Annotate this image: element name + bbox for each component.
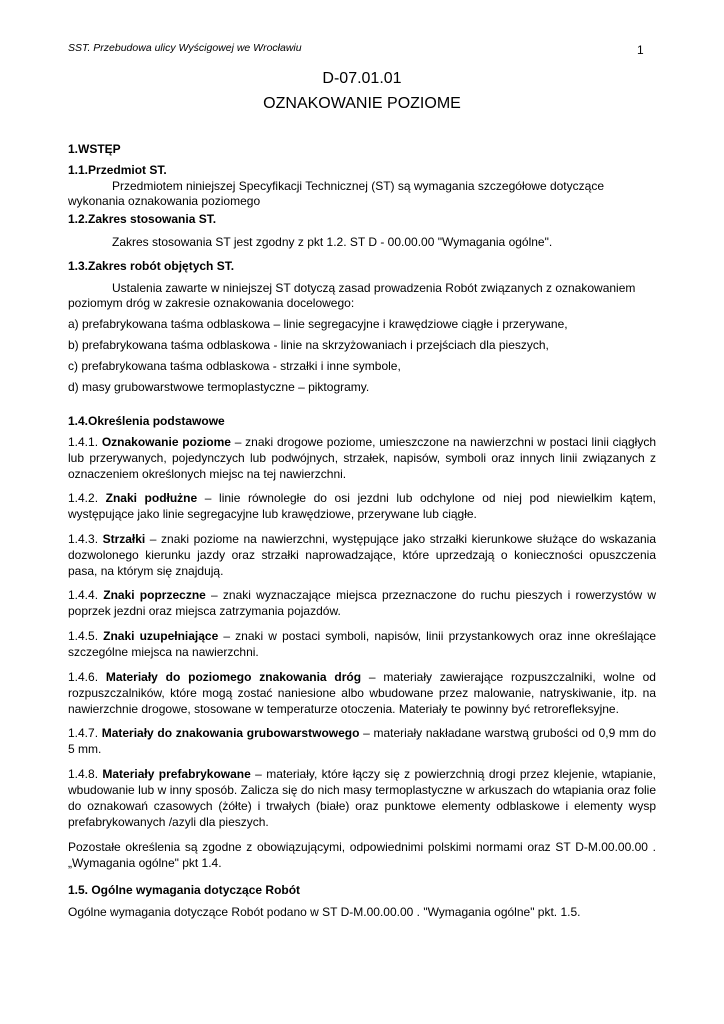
definition-number: 1.4.2.: [68, 491, 106, 505]
list-item: c) prefabrykowana taśma odblaskowa - strzałki i inne symbole,: [68, 359, 401, 373]
running-header: SST. Przebudowa ulicy Wyścigowej we Wrocławiu: [68, 42, 302, 54]
definition-1-4-8: [68, 766, 656, 830]
definition-term: Znaki uzupełniające: [103, 629, 219, 643]
list-item: b) prefabrykowana taśma odblaskowa - linie na skrzyżowaniach i przejściach dla pieszych,: [68, 338, 549, 352]
definition-text: – materiały nakładane warstwą grubości od 0,9 mm do 5 mm.: [68, 726, 657, 756]
definition-text: – materiały zawierające rozpuszczalniki, wolne od rozpuszczalników, które mogą zostać naniesione albo wbudowane przez malowanie, natryskiwanie, itp. na nawierzchnie drogowe, stosowane w temperaturze otoczenia. Materiały te powinny być retrorefleksyjne.: [68, 670, 656, 716]
section-heading-1-1: 1.1.Przedmiot ST.: [68, 163, 167, 177]
section-heading-1-3: 1.3.Zakres robót objętych ST.: [68, 259, 235, 273]
definition-number: 1.4.7.: [68, 726, 102, 740]
list-item: d) masy grubowarstwowe termoplastyczne – piktogramy.: [68, 380, 370, 394]
definition-term: Materiały do poziomego znakowania dróg: [105, 670, 362, 684]
section-heading-1: 1.WSTĘP: [68, 142, 121, 156]
definition-text: – znaki w postaci symboli, napisów, linii przystankowych oraz inne określające szczególne miejsca na nawierzchni.: [68, 629, 657, 659]
section-1-4-closing: Pozostałe określenia są zgodne z obowiązującymi, odpowiednimi polskimi normami oraz ST D-M.00.00.00 . „Wymagania ogólne" pkt 1.4.: [68, 840, 656, 870]
definition-number: 1.4.1.: [68, 435, 102, 449]
list-item: a) prefabrykowana taśma odblaskowa – linie segregacyjne i krawędziowe ciągłe i przerywane,: [68, 317, 568, 331]
definition-term: Znaki podłużne: [105, 491, 198, 505]
definition-text: – znaki wyznaczające miejsca przeznaczone do ruchu pieszych i rowerzystów w poprzek jezdni oraz miejsca zatrzymania pojazdów.: [68, 588, 657, 618]
definition-number: 1.4.6.: [68, 670, 106, 684]
definition-text: – materiały, które łączy się z powierzchnią drogi przez klejenie, wtapianie, wbudowanie lub w inny sposób. Zalicza się do nich masy termoplastyczne w arkuszach do wtapiania oraz folie do oznakowań czasowych (żółte) i trwałych (białe) oraz punktowe elementy odblaskowe i elementy wysp prefabrykowanych /azyli dla pieszych.: [68, 767, 656, 829]
spec-code: D-07.01.01: [322, 70, 402, 87]
definition-1-4-5: [68, 628, 656, 660]
definition-text: – znaki drogowe poziome, umieszczone na nawierzchni w postaci linii ciągłych lub przerywanych, pojedynczych lub podwójnych, strzałek, napisów, symboli oraz innych linii związanych z oznaczeniem określonych miejsc na tej nawierzchni.: [68, 435, 656, 481]
section-1-2-text: Zakres stosowania ST jest zgodny z pkt 1.2. ST D - 00.00.00 "Wymagania ogólne".: [112, 235, 553, 249]
definition-number: 1.4.3.: [68, 532, 103, 546]
definition-term: Strzałki: [102, 532, 146, 546]
section-1-1-line-1: Przedmiotem niniejszej Specyfikacji Technicznej (ST) są wymagania szczegółowe dotyczące: [112, 179, 604, 193]
definition-term: Znaki poprzeczne: [103, 588, 206, 602]
definition-1-4-2: [68, 490, 656, 522]
definition-1-4-4: [68, 587, 656, 619]
definition-1-4-1: [68, 434, 656, 482]
page-number: 1: [637, 43, 644, 57]
definition-term: Materiały prefabrykowane: [102, 767, 251, 781]
spec-title: OZNAKOWANIE POZIOME: [263, 95, 461, 112]
definition-number: 1.4.8.: [68, 767, 103, 781]
section-1-3-intro-line-2: poziomym dróg w zakresie oznakowania docelowego:: [68, 296, 355, 310]
section-heading-1-2: 1.2.Zakres stosowania ST.: [68, 212, 217, 226]
section-1-3-intro-line-1: Ustalenia zawarte w niniejszej ST dotyczą zasad prowadzenia Robót związanych z oznakowaniem: [112, 281, 636, 295]
definition-1-4-3: [68, 531, 656, 579]
section-1-1-line-2: wykonania oznakowania poziomego: [68, 194, 261, 208]
section-1-5-text: Ogólne wymagania dotyczące Robót podano w ST D-M.00.00.00 . "Wymagania ogólne" pkt. 1.5.: [68, 905, 581, 919]
definition-number: 1.4.5.: [68, 629, 104, 643]
section-heading-1-5: 1.5. Ogólne wymagania dotyczące Robót: [68, 883, 301, 897]
section-heading-1-4: 1.4.Określenia podstawowe: [68, 414, 225, 428]
definition-text: – linie równoległe do osi jezdni lub odchylone od niej pod niewielkim kątem, występujące jako linie segregacyjne lub krawędziowe, przerywane lub ciągłe.: [68, 491, 656, 521]
definition-1-4-6: [68, 669, 656, 717]
definition-term: Oznakowanie poziome: [101, 435, 231, 449]
definition-number: 1.4.4.: [68, 588, 104, 602]
definition-term: Materiały do znakowania grubowarstwowego: [101, 726, 360, 740]
definition-1-4-7: [68, 725, 656, 757]
definition-text: – znaki poziome na nawierzchni, występujące jako strzałki kierunkowe służące do wskazania dozwolonego kierunku jazdy oraz strzałki naprowadzające, które uprzedzają o konieczności opuszczenia pasa, na którym się znajdują.: [68, 532, 657, 578]
